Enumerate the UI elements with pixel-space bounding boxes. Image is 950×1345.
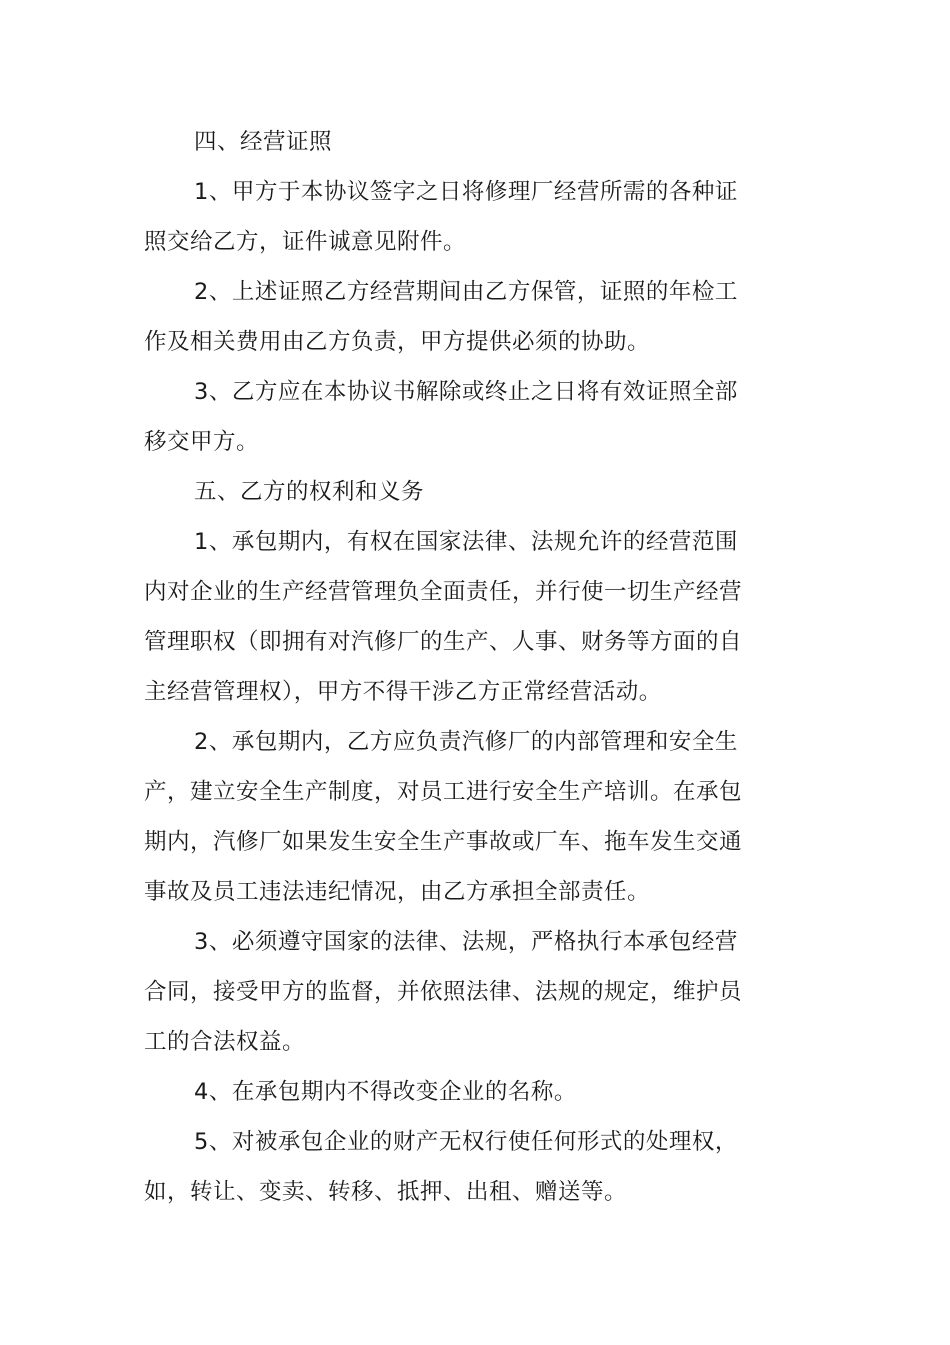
clause-paragraph: 5、对被承包企业的财产无权行使任何形式的处理权，如，转让、变卖、转移、抵押、出租、赠送等。 [144, 1129, 738, 1205]
section-heading-operating-licenses: 四、经营证照 [194, 129, 333, 155]
clause-paragraph: 3、乙方应在本协议书解除或终止之日将有效证照全部移交甲方。 [144, 379, 738, 455]
section-heading-party-b-rights: 五、乙方的权利和义务 [194, 479, 425, 505]
document-body [144, 117, 744, 1217]
clause-paragraph: 4、在承包期内不得改变企业的名称。 [194, 1079, 577, 1105]
clause-paragraph: 1、承包期内，有权在国家法律、法规允许的经营范围内对企业的生产经营管理负全面责任，并行使一切生产经营管理职权（即拥有对汽修厂的生产、人事、财务等方面的自主经营管理权），甲方不得干涉乙方正常经营活动。 [144, 529, 743, 705]
clause-paragraph: 2、上述证照乙方经营期间由乙方保管，证照的年检工作及相关费用由乙方负责，甲方提供必须的协助。 [144, 279, 738, 355]
clause-paragraph: 1、甲方于本协议签字之日将修理厂经营所需的各种证照交给乙方，证件诚意见附件。 [144, 179, 738, 255]
clause-paragraph: 3、必须遵守国家的法律、法规，严格执行本承包经营合同，接受甲方的监督，并依照法律、法规的规定，维护员工的合法权益。 [144, 929, 743, 1055]
clause-paragraph: 2、承包期内，乙方应负责汽修厂的内部管理和安全生产，建立安全生产制度，对员工进行安全生产培训。在承包期内，汽修厂如果发生安全生产事故或厂车、拖车发生交通事故及员工违法违纪情况，由乙方承担全部责任。 [144, 729, 743, 905]
